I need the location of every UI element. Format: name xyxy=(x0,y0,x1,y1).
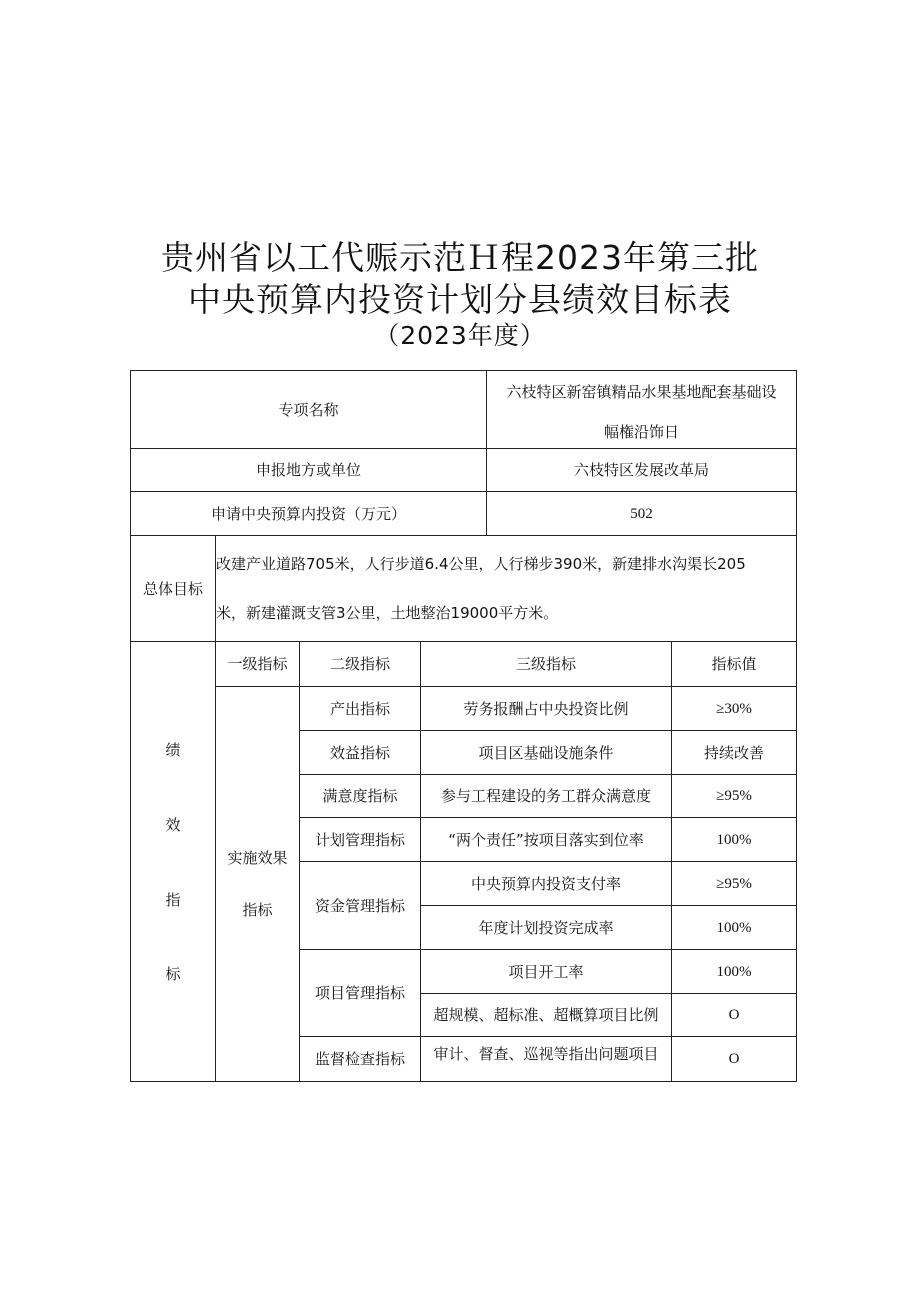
level2-plan-mgmt: 计划管理指标 xyxy=(314,830,405,849)
project-name-label: 专项名称 xyxy=(278,400,339,419)
level2-project-mgmt: 项目管理指标 xyxy=(314,984,405,1002)
level3-row-8: 超规模、超标准、超概算项目比例 xyxy=(433,1006,659,1024)
level3-row-6: 年度计划投资完成率 xyxy=(478,918,614,937)
overall-goal-line1: 改建产业道路705米，人行步道6.4公里，人行梯步390米，新建排水沟渠长205 xyxy=(216,555,746,573)
header-level3: 三级指标 xyxy=(515,655,576,673)
level3-row-1: 劳务报酬占中央投资比例 xyxy=(463,699,629,718)
value-row-8: O xyxy=(728,1007,740,1023)
level1-group-line2: 指标 xyxy=(242,901,273,919)
value-row-9: O xyxy=(728,1051,740,1067)
side-label-char-3: 指 xyxy=(165,891,181,909)
value-row-5: ≥95% xyxy=(716,875,752,892)
header-value: 指标值 xyxy=(711,655,757,673)
side-label-char-4: 标 xyxy=(165,965,181,983)
header-level2: 二级指标 xyxy=(329,655,390,673)
level2-output: 产出指标 xyxy=(329,699,390,718)
overall-goal-label: 总体目标 xyxy=(142,579,203,598)
value-row-1: ≥30% xyxy=(716,700,752,717)
page-title-year: （2023年度） xyxy=(374,321,546,350)
header-level1: 一级指标 xyxy=(227,655,288,673)
level3-row-3: 参与工程建设的务工群众满意度 xyxy=(440,787,651,805)
level2-fund-mgmt: 资金管理指标 xyxy=(314,896,405,915)
side-label-char-1: 绩 xyxy=(165,741,181,759)
value-row-4: 100% xyxy=(716,831,752,848)
investment-label: 申请中央预算内投资（万元） xyxy=(210,504,406,523)
value-row-7: 100% xyxy=(716,963,752,980)
level3-row-9: 审计、督查、巡视等指出问题项目 xyxy=(433,1045,659,1063)
level3-row-5: 中央预算内投资支付率 xyxy=(470,874,621,893)
applicant-label: 申报地方或单位 xyxy=(255,461,361,479)
value-row-3: ≥95% xyxy=(716,788,752,804)
investment-value: 502 xyxy=(630,505,653,522)
level3-row-7: 项目开工率 xyxy=(508,962,584,981)
page-title-line1: 贵州省以工代赈示范Ｈ程2023年第三批 xyxy=(161,238,759,277)
page-title-line2: 中央预算内投资计划分县绩效目标表 xyxy=(188,280,732,319)
level2-satisfaction: 满意度指标 xyxy=(322,787,398,805)
applicant-value: 六枝特区发展改革局 xyxy=(573,461,709,479)
overall-goal-line2: 米，新建灌溉支管3公里，土地整治19000平方米。 xyxy=(216,604,559,622)
level3-row-4: “两个责任”按项目落实到位率 xyxy=(448,830,644,849)
level3-row-2: 项目区基础设施条件 xyxy=(478,743,614,762)
value-row-6: 100% xyxy=(716,919,752,936)
side-label-char-2: 效 xyxy=(165,816,181,834)
project-name-value-line2: 幅権沿饰日 xyxy=(603,423,679,441)
level2-benefit: 效益指标 xyxy=(329,743,390,762)
project-name-value-line1: 六枝特区新窑镇精品水果基地配套基础设 xyxy=(506,383,777,401)
level2-supervision: 监督检查指标 xyxy=(314,1050,405,1068)
value-row-2: 持续改善 xyxy=(703,743,764,762)
level1-group-line1: 实施效果 xyxy=(227,849,288,867)
